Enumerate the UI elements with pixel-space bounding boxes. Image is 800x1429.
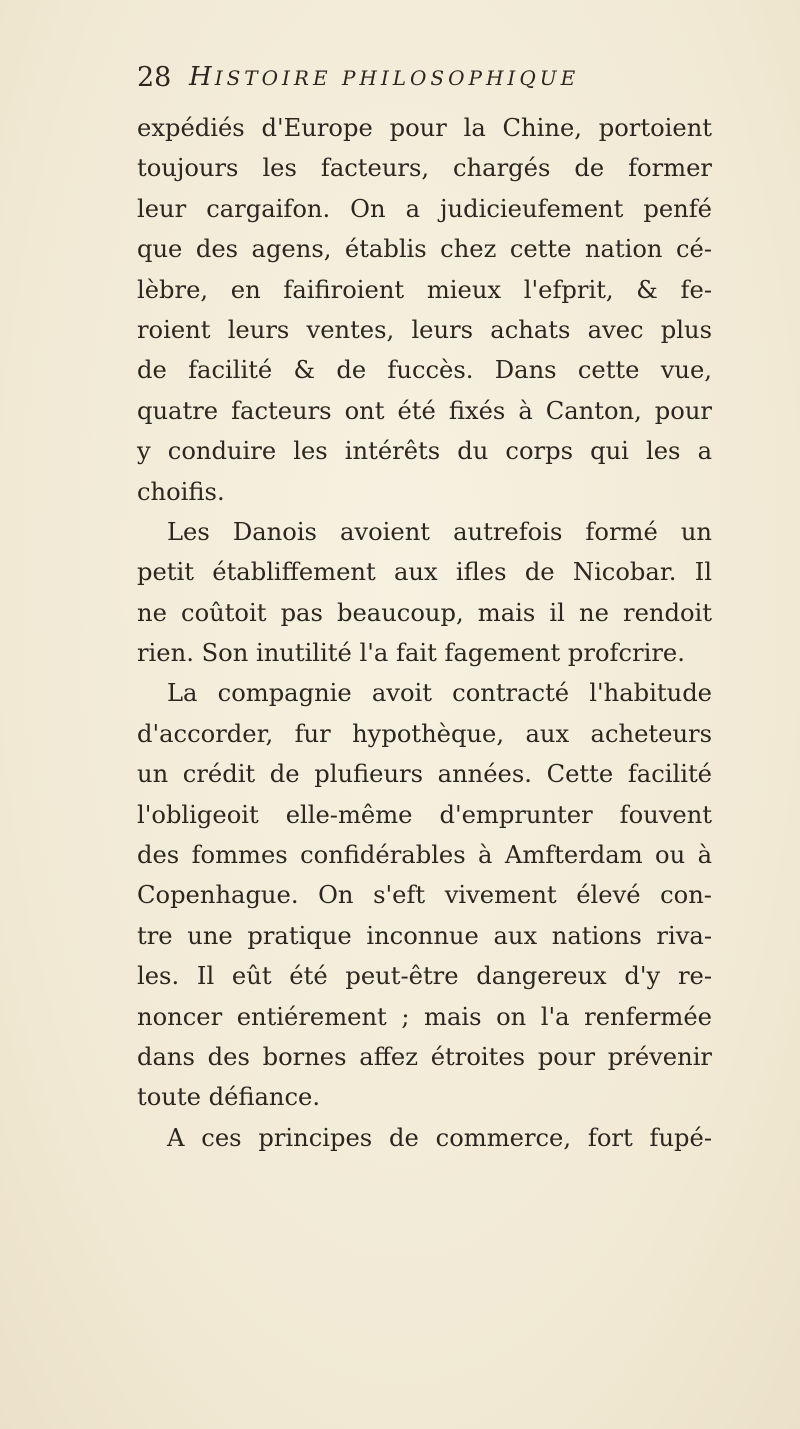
text-line: quatre facteurs ont été fixés à Canton, pour — [137, 396, 712, 425]
text-line: expédiés d'Europe pour la Chine, portoient — [137, 114, 712, 142]
text-line: lèbre, en faifiroient mieux l'efprit, & fe- — [137, 275, 712, 304]
text-line: toute défiance. — [137, 1083, 321, 1112]
text-line: y conduire les intérêts du corps qui les a — [137, 437, 712, 466]
running-title-initial: H — [189, 62, 215, 92]
paragraph-1 — [137, 108, 712, 512]
text-line: leur cargaifon. On a judicieufement penfé — [137, 194, 712, 223]
text-line: rien. Son inutilité l'a fait fagement profcrire. — [137, 639, 685, 668]
text-line: un crédit de plufieurs années. Cette facilité — [137, 760, 712, 789]
text-line: d'accorder, fur hypothèque, aux acheteurs — [137, 719, 712, 748]
text-line: que des agens, établis chez cette nation cé- — [137, 235, 712, 264]
text-line: Les Danois avoient autrefois formé un — [167, 517, 712, 546]
text-line: dans des bornes affez étroites pour prévenir — [137, 1042, 712, 1071]
paragraph-4 — [137, 1118, 712, 1158]
paragraph-3 — [137, 673, 712, 1117]
text-line: l'obligeoit elle-même d'emprunter fouvent — [137, 800, 712, 829]
text-line: de facilité & de fuccès. Dans cette vue, — [137, 356, 712, 385]
text-line: roient leurs ventes, leurs achats avec plus — [137, 315, 712, 344]
text-line: petit établiffement aux ifles de Nicobar. Il — [137, 558, 712, 587]
page-header — [137, 62, 697, 102]
paragraph-2 — [137, 512, 712, 674]
text-line: les. Il eût été peut-être dangereux d'y re- — [137, 962, 712, 991]
text-line: toujours les facteurs, chargés de former — [137, 154, 712, 183]
text-line: choifis. — [137, 477, 225, 506]
text-line: A ces principes de commerce, fort fupé- — [167, 1123, 712, 1152]
running-title — [189, 62, 579, 92]
running-title-rest: ISTOIRE PHILOSOPHIQUE — [214, 66, 580, 90]
text-line: tre une pratique inconnue aux nations riva- — [137, 921, 712, 950]
text-line: La compagnie avoit contracté l'habitude — [167, 679, 712, 708]
text-line: noncer entiérement ; mais on l'a renfermée — [137, 1002, 712, 1031]
text-line: des fommes confidérables à Amfterdam ou à — [137, 841, 712, 870]
body-text — [137, 108, 712, 1158]
page-number: 28 — [137, 62, 172, 93]
text-line: ne coûtoit pas beaucoup, mais il ne rendoit — [137, 598, 712, 627]
text-line: Copenhague. On s'eft vivement élevé con- — [137, 881, 712, 910]
